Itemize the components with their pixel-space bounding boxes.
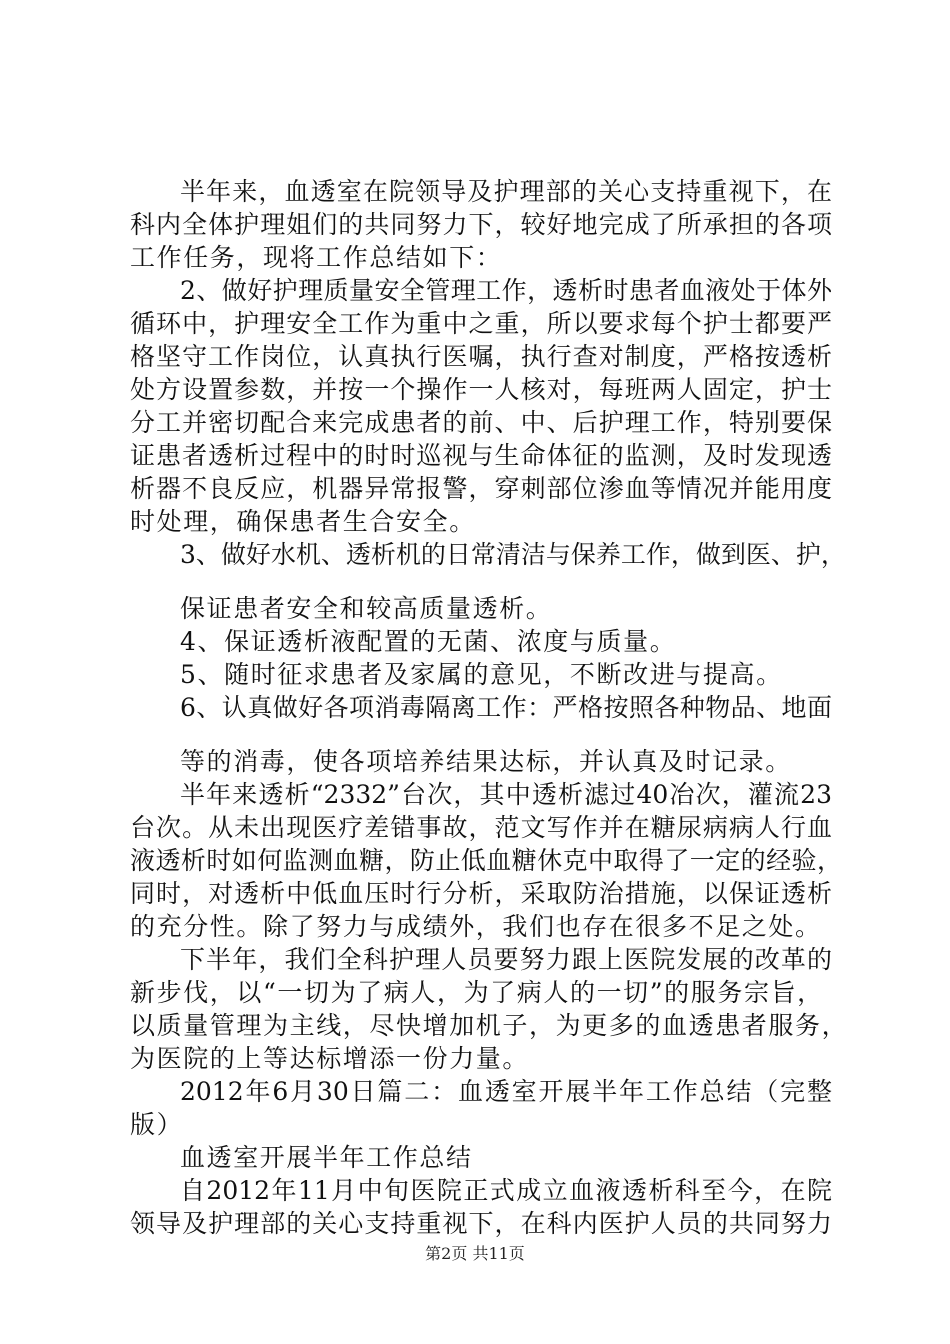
text-line-31: 领导及护理部的关心支持重视下，在科内医护人员的共同努力 xyxy=(130,1209,832,1238)
text-line-12: 3、做好水机、透析机的日常清洁与保养工作，做到医、护， xyxy=(180,540,846,569)
text-line-25: 以质量管理为主线，尽快增加机子，为更多的血透患者服务， xyxy=(130,1011,849,1040)
text-line-30: 自2012年11月中旬医院正式成立血液透析科至今，在院 xyxy=(180,1176,832,1205)
text-line-19: 台次。从未出现医疗差错事故，范文写作并在糖尿病病人行血 xyxy=(130,813,832,842)
text-line-18: 半年来透析“2332”台次，其中透析滤过40冶次，灌流23 xyxy=(180,780,832,809)
text-line-27: 2012年6月30日篇二：血透室开展半年工作总结（完整 xyxy=(180,1077,832,1106)
text-line-10: 析器不良反应，机器异常报警，穿刺部位渗血等情况并能用度 xyxy=(130,474,832,503)
text-line-28: 版） xyxy=(130,1110,184,1139)
text-line-24: 新步伐，以“一切为了病人，为了病人的一切”的服务宗旨， xyxy=(130,978,824,1007)
text-line-11: 时处理，确保患者生合安全。 xyxy=(130,507,476,536)
text-line-5: 循环中，护理安全工作为重中之重，所以要求每个护士都要严 xyxy=(130,309,832,338)
text-line-7: 处方设置参数，并按一个操作一人核对，每班两人固定，护士 xyxy=(130,375,832,404)
text-line-8: 分工并密切配合来完成患者的前、中、后护理工作，特别要保 xyxy=(130,408,832,437)
text-line-14: 4、保证透析液配置的无菌、浓度与质量。 xyxy=(180,627,677,656)
text-line-15: 5、随时征求患者及家属的意见，不断改进与提高。 xyxy=(180,660,783,689)
text-line-13: 保证患者安全和较高质量透析。 xyxy=(180,594,553,623)
text-line-16: 6、认真做好各项消毒隔离工作：严格按照各种物品、地面 xyxy=(180,693,832,722)
text-line-6: 格坚守工作岗位，认真执行医嘱，执行查对制度，严格按透析 xyxy=(130,342,832,371)
page-footer: 第2页 共11页 xyxy=(425,1244,525,1263)
text-line-3: 工作任务，现将工作总结如下： xyxy=(130,243,503,272)
text-line-20: 液透析时如何监测血糖，防止低血糖休克中取得了一定的经验， xyxy=(130,846,842,875)
text-line-17: 等的消毒，使各项培养结果达标，并认真及时记录。 xyxy=(180,747,792,776)
text-line-22: 的充分性。除了努力与成绩外，我们也存在很多不足之处。 xyxy=(130,912,822,941)
text-line-23: 下半年，我们全科护理人员要努力跟上医院发展的改革的 xyxy=(180,945,832,974)
text-line-26: 为医院的上等达标增添一份力量。 xyxy=(130,1044,530,1073)
text-line-2: 科内全体护理姐们的共同努力下，较好地完成了所承担的各项 xyxy=(130,210,832,239)
text-line-21: 同时，对透析中低血压时行分析，采取防治措施，以保证透析 xyxy=(130,879,832,908)
text-line-1: 半年来，血透室在院领导及护理部的关心支持重视下，在 xyxy=(180,177,832,206)
text-line-29: 血透室开展半年工作总结 xyxy=(180,1143,473,1172)
text-line-9: 证患者透析过程中的时时巡视与生命体征的监测，及时发现透 xyxy=(130,441,832,470)
text-line-4: 2、做好护理质量安全管理工作，透析时患者血液处于体外 xyxy=(180,276,832,305)
